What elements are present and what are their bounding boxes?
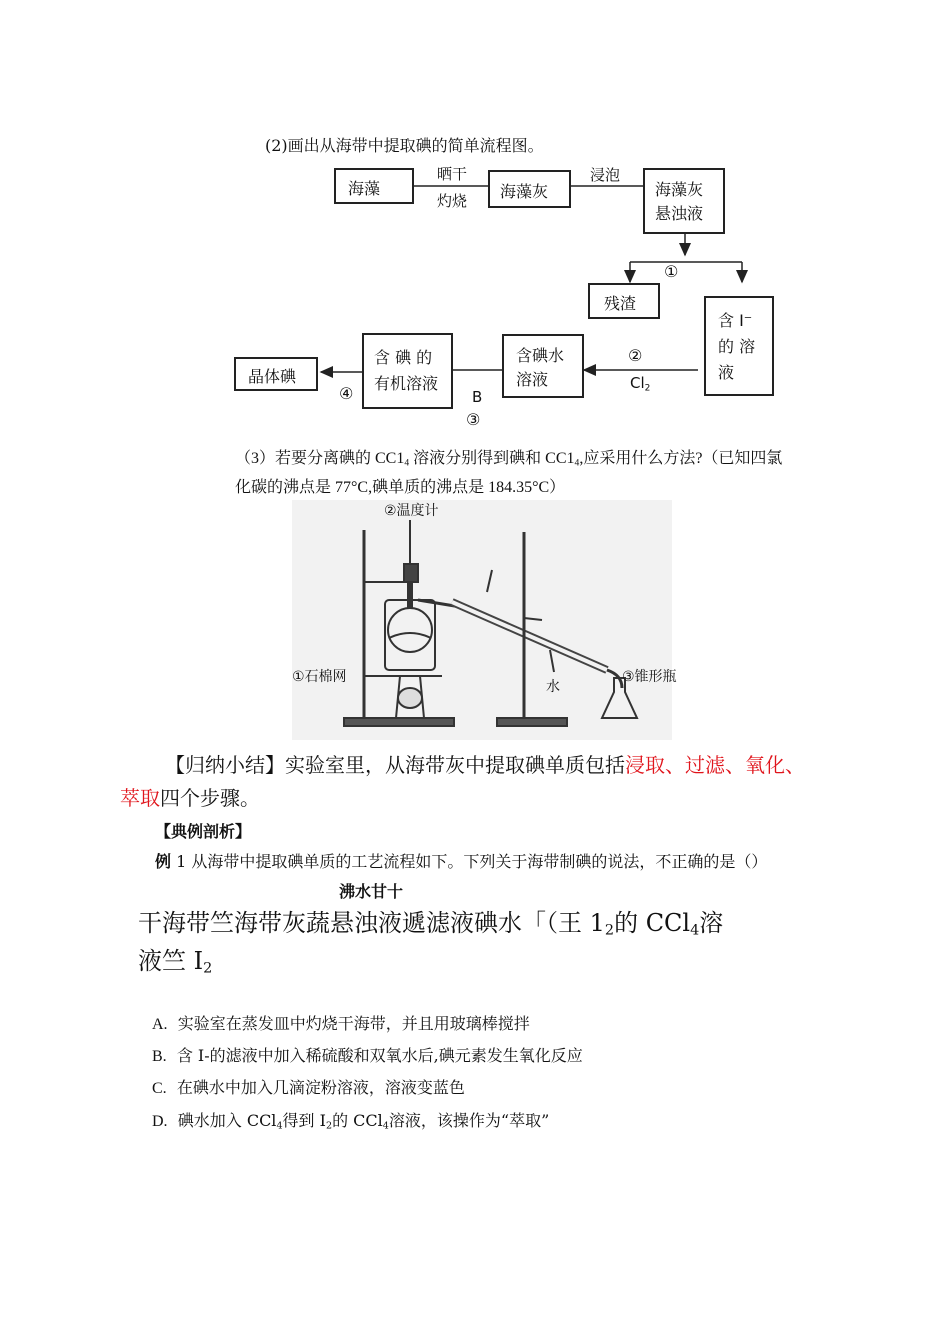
box-crystal-iodine xyxy=(234,357,318,391)
box-iodine-water-line1: 含碘水 xyxy=(516,346,565,365)
label-step4: ④ xyxy=(339,384,354,403)
option-c: C. 在碘水中加入几滴淀粉溶液，溶液变蓝色 xyxy=(152,1078,465,1097)
box-iodide-line1: 含 I⁻ xyxy=(718,311,753,330)
section3-line1: （3）若要分离碘的 $CC1_4$ 溶液分别得到碘和 $CC1_4$,应采用什么方法?（已知四氯 xyxy=(235,450,783,469)
box-iodide-line2: 的 溶 xyxy=(718,337,756,356)
summary-highlight1: 浸取、过滤、氧化、 xyxy=(625,753,805,777)
apparatus-drawing xyxy=(292,500,672,740)
box-seaweed-ash-label: 海藻灰 xyxy=(500,182,549,201)
label-step3-letter: B xyxy=(472,388,483,406)
summary-line1: 【归纳小结】实验室里，从海带灰中提取碘单质包括浸取、过滤、氧化、 xyxy=(165,753,805,777)
label-step3: ③ xyxy=(466,410,481,429)
flowchart-heading: (2)画出从海带中提取碘的简单流程图。 xyxy=(265,136,544,155)
process-line1: 干海带竺海带灰蔬悬浊液遞滤液碘水「（王 $1_2$的 CCl$_4$溶 xyxy=(138,909,724,939)
flowchart-arrows xyxy=(0,0,950,440)
label-burn: 灼烧 xyxy=(437,192,468,210)
process-top-label: 沸水甘十 xyxy=(339,882,404,901)
label-dry: 晒干 xyxy=(437,165,468,183)
box-residue-label: 残渣 xyxy=(604,294,637,313)
label-asbestos-gauze: ①石棉网 xyxy=(292,669,347,685)
summary-highlight2: 萃取 xyxy=(120,786,160,810)
section3-line2: 化碳的沸点是 77°C,碘单质的沸点是 184.35°C） xyxy=(235,479,566,496)
box-seaweed-label: 海藻 xyxy=(348,179,381,198)
distillation-apparatus xyxy=(292,500,677,740)
box-suspension xyxy=(643,168,725,234)
label-step2-reagent: $Cl_2$ xyxy=(630,374,651,394)
option-a: A. 实验室在蒸发皿中灼烧干海带，并且用玻璃棒搅拌 xyxy=(152,1014,530,1033)
process-line2: 液竺 $I_2$ xyxy=(138,947,213,977)
example-question: 例 1 从海带中提取碘单质的工艺流程如下。下列关于海带制碘的说法，不正确的是（） xyxy=(155,852,768,871)
box-residue xyxy=(588,283,660,319)
box-iodide-line3: 液 xyxy=(718,363,735,382)
box-organic-line1: 含 碘 的 xyxy=(374,348,433,367)
box-suspension-line1: 海藻灰 xyxy=(655,180,704,199)
box-organic-line2: 有机溶液 xyxy=(374,374,439,393)
box-seaweed xyxy=(334,168,414,204)
box-iodine-water xyxy=(502,334,584,398)
example-heading: 【典例剖析】 xyxy=(155,822,252,841)
box-seaweed-ash xyxy=(488,170,571,208)
label-step1: ① xyxy=(664,262,679,281)
label-water: 水 xyxy=(546,679,560,695)
box-iodine-water-line2: 溶液 xyxy=(516,370,549,389)
option-d: D. 碘水加入 CCl$_4$得到 $I_2$的 CCl$_4$溶液，该操作为“萃取” xyxy=(152,1111,550,1132)
label-conical-flask: ③锥形瓶 xyxy=(622,669,677,685)
box-iodide-solution xyxy=(704,296,774,396)
box-crystal-label: 晶体碘 xyxy=(248,367,297,386)
box-suspension-line2: 悬浊液 xyxy=(655,204,704,223)
label-step2: ② xyxy=(628,346,643,365)
summary-line2: 萃取四个步骤。 xyxy=(120,786,260,810)
box-organic-solution xyxy=(362,333,453,409)
label-thermometer: ②温度计 xyxy=(384,503,439,519)
option-b: B. 含 I-的滤液中加入稀硫酸和双氧水后,碘元素发生氧化反应 xyxy=(152,1046,583,1065)
label-soak: 浸泡 xyxy=(590,166,621,184)
